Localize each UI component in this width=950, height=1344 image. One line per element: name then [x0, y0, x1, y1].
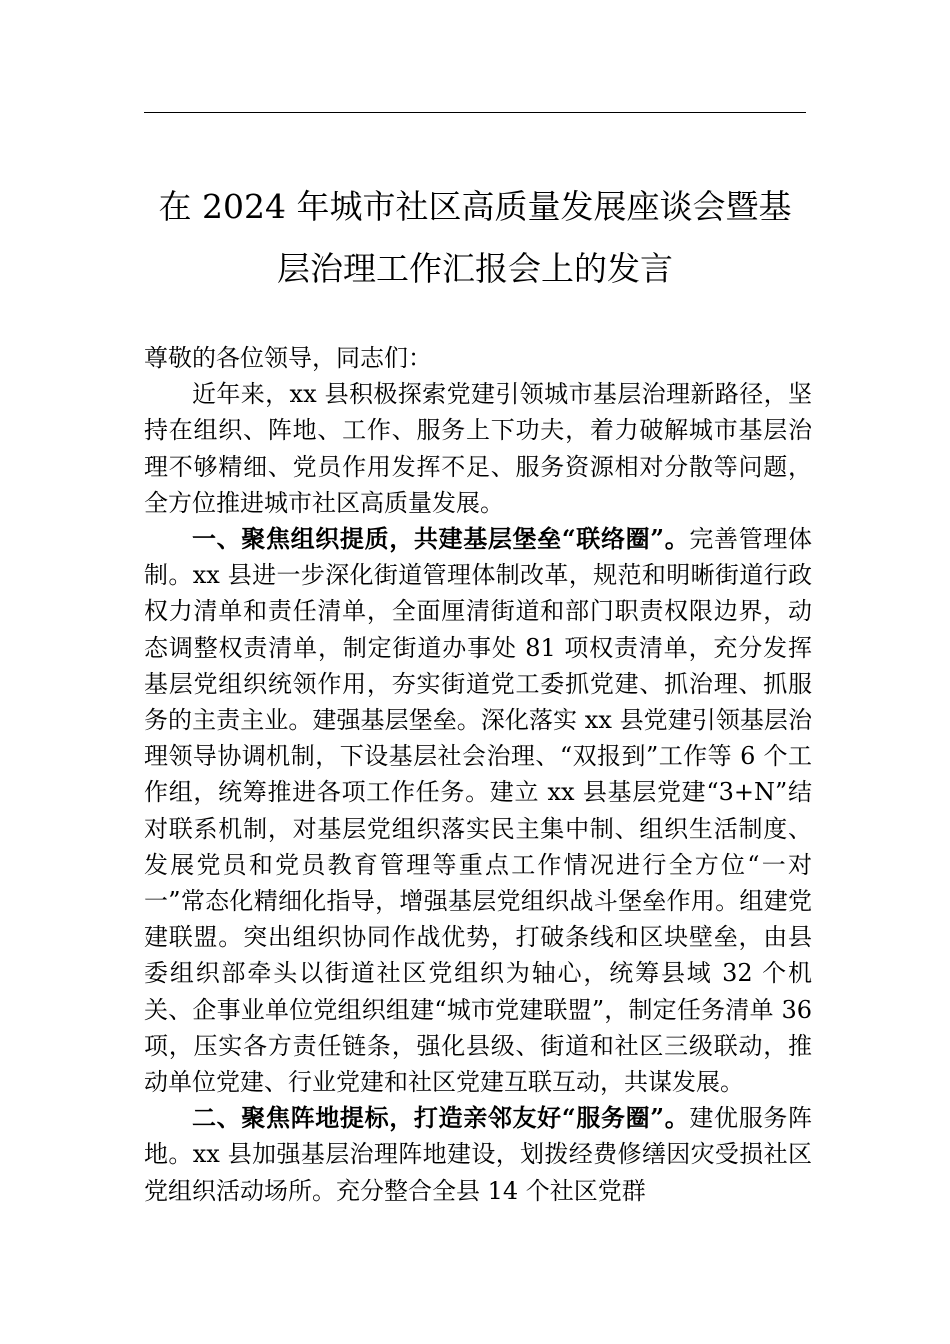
- header-rule: [144, 112, 806, 113]
- section-1-heading: 一、聚焦组织提质，共建基层堡垒“联络圈”。: [192, 524, 690, 554]
- document-title: [144, 176, 806, 300]
- section-2-paragraph: [144, 1100, 812, 1209]
- section-2-heading: 二、聚焦阵地提标，打造亲邻友好“服务圈”。: [192, 1103, 690, 1133]
- section-2-text: 建优服务阵地。xx 县加强基层治理阵地建设，划拨经费修缮因灾受损社区党组织活动场所。充分整合全县 14 个社区党群: [144, 1104, 813, 1205]
- document-body: [144, 340, 812, 1209]
- section-1-paragraph: [144, 521, 812, 1100]
- section-1-text: 完善管理体制。xx 县进一步深化街道管理体制改革，规范和明晰街道行政权力清单和责任清单，全面厘清街道和部门职责权限边界，动态调整权责清单，制定街道办事处 81 项权责清单，充分发挥基层党组织统领作用，夯实街道党工委抓党建、抓治理、抓服务的主责主业。建强基层堡垒。深化落实 xx 县党建引领基层治理领导协调机制，下设基层社会治理、“双报到”工作等 6 个工作组，统筹推进各项工作任务。建立 xx 县基层党建“3+N”结对联系机制，对基层党组织落实民主集中制、组织生活制度、发展党员和党员教育管理等重点工作情况进行全方位“一对一”常态化精细化指导，增强基层党组织战斗堡垒作用。组建党建联盟。突出组织协同作战优势，打破条线和区块壁垒，由县委组织部牵头以街道社区党组织为轴心，统筹县域 32 个机关、企事业单位党组织组建“城市党建联盟”，制定任务清单 36 项，压实各方责任链条，强化县级、街道和社区三级联动，推动单位党建、行业党建和社区党建互联互动，共谋发展。: [144, 525, 813, 1097]
- intro-paragraph: 近年来，xx 县积极探索党建引领城市基层治理新路径，坚持在组织、阵地、工作、服务上下功夫，着力破解城市基层治理不够精细、党员作用发挥不足、服务资源相对分散等问题，全方位推进城市社区高质量发展。: [144, 380, 812, 517]
- title-line-1: 在 2024 年城市社区高质量发展座谈会暨基: [158, 187, 792, 226]
- salutation: 尊敬的各位领导，同志们：: [144, 344, 432, 372]
- title-line-2: 层治理工作汇报会上的发言: [277, 249, 673, 288]
